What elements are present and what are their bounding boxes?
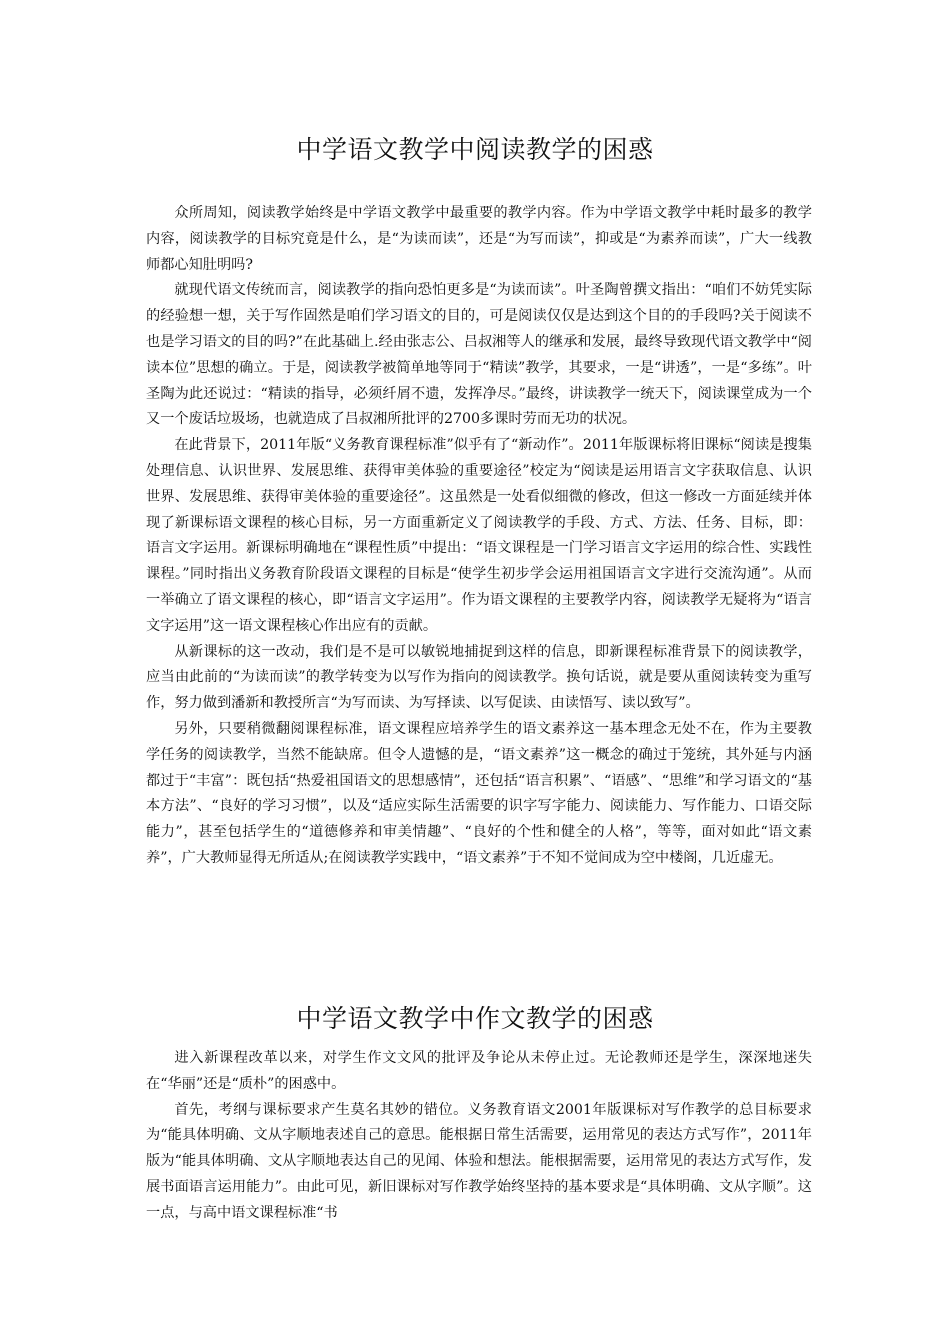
section-body-writing — [146, 1046, 812, 1227]
paragraph: 从新课标的这一改动，我们是不是可以敏锐地捕捉到这样的信息，即新课程标准背景下的阅读教学，应当由此前的“为读而读”的教学转变为以写作为指向的阅读教学。换句话说，就是要从重阅读转变为重写作，努力做到潘新和教授所言“为写而读、为写择读、以写促读、由读悟写、读以致写”。 — [146, 643, 812, 712]
section-body-reading — [146, 201, 812, 872]
section-title-reading: 中学语文教学中阅读教学的困惑 — [296, 135, 654, 164]
paragraph: 进入新课程改革以来，对学生作文文风的批评及争论从未停止过。无论教师还是学生，深深地迷失在“华丽”还是“质朴”的困惑中。 — [146, 1050, 812, 1092]
section-title-writing: 中学语文教学中作文教学的困惑 — [296, 1004, 654, 1033]
paragraph: 在此背景下，2011年版“义务教育课程标准”似乎有了“新动作”。2011年版课标将旧课标“阅读是搜集处理信息、认识世界、发展思维、获得审美体验的重要途径”校定为“阅读是运用语言文字获取信息、认识世界、发展思维、获得审美体验的重要途径”。这虽然是一处看似细微的修改，但这一修改一方面延续并体现了新课标语文课程的核心目标，另一方面重新定义了阅读教学的手段、方式、方法、任务、目标，即：语言文字运用。新课标明确地在“课程性质”中提出：“语文课程是一门学习语言文字运用的综合性、实践性课程。”同时指出义务教育阶段语文课程的目标是“使学生初步学会运用祖国语言文字进行交流沟通”。从而一举确立了语文课程的核心，即“语言文字运用”。作为语文课程的主要教学内容，阅读教学无疑将为“语言文字运用”这一语文课程核心作出应有的贡献。 — [146, 437, 812, 634]
paragraph: 另外，只要稍微翻阅课程标准，语文课程应培养学生的语文素养这一基本理念无处不在，作为主要教学任务的阅读教学，当然不能缺席。但令人遗憾的是，“语文素养”这一概念的确过于笼统，其外延与内涵都过于“丰富”：既包括“热爱祖国语文的思想感情”，还包括“语言积累”、“语感”、“思维”和学习语文的“基本方法”、“良好的学习习惯”，以及“适应实际生活需要的识字写字能力、阅读能力、写作能力、口语交际能力”，甚至包括学生的“道德修养和审美情趣”、“良好的个性和健全的人格”，等等，面对如此“语文素养”，广大教师显得无所适从;在阅读教学实践中，“语文素养”于不知不觉间成为空中楼阁，几近虚无。 — [146, 720, 812, 866]
paragraph: 首先，考纲与课标要求产生莫名其妙的错位。义务教育语文2001年版课标对写作教学的总目标要求为“能具体明确、文从字顺地表述自己的意思。能根据日常生活需要，运用常见的表达方式写作”，2011年版为“能具体明确、文从字顺地表达自己的见闻、体验和想法。能根据需要，运用常见的表达方式写作，发展书面语言运用能力”。由此可见，新旧课标对写作教学始终坚持的基本要求是“具体明确、文从字顺”。这一点，与高中语文课程标准“书 — [146, 1101, 812, 1221]
paragraph: 众所周知，阅读教学始终是中学语文教学中最重要的教学内容。作为中学语文教学中耗时最多的教学内容，阅读教学的目标究竟是什么，是“为读而读”，还是“为写而读”，抑或是“为素养而读”，广大一线教师都心知肚明吗? — [146, 205, 812, 273]
paragraph: 就现代语文传统而言，阅读教学的指向恐怕更多是“为读而读”。叶圣陶曾撰文指出：“咱们不妨凭实际的经验想一想，关于写作固然是咱们学习语文的目的，可是阅读仅仅是达到这个目的的手段吗?关于阅读不也是学习语文的目的吗?”在此基础上.经由张志公、吕叔湘等人的继承和发展，最终导致现代语文教学中“阅读本位”思想的确立。于是，阅读教学被简单地等同于“精读”教学，其要求，一是“讲透”，一是“多练”。叶圣陶为此还说过：“精读的指导，必须纤屑不遗，发挥净尽。”最终，讲读教学一统天下，阅读课堂成为一个又一个废话垃圾场，也就造成了吕叔湘所批评的2700多课时劳而无功的状况。 — [146, 282, 812, 428]
